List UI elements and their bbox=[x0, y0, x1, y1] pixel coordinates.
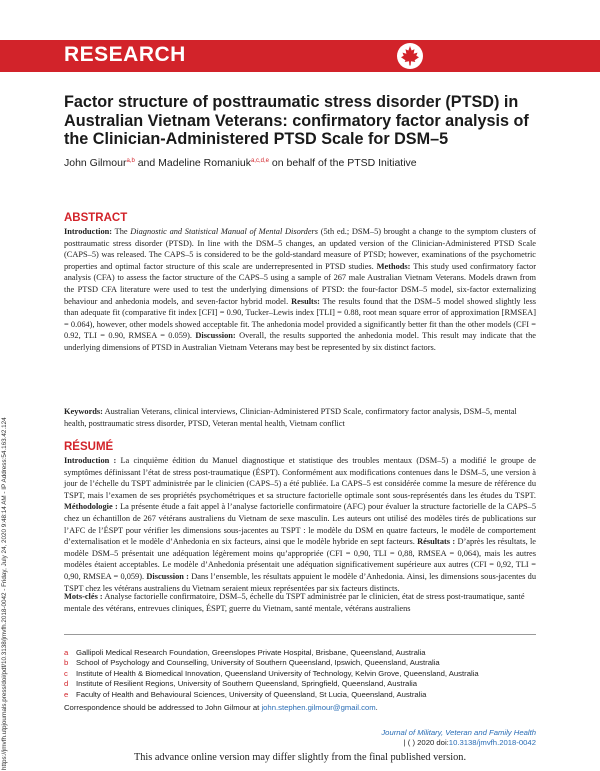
journal-citation bbox=[404, 738, 536, 747]
affiliations-list bbox=[64, 648, 536, 700]
maple-leaf-icon bbox=[396, 42, 424, 70]
affiliation-item bbox=[64, 669, 536, 679]
affiliation-marks: a,b bbox=[126, 158, 135, 164]
section-label: Introduction : bbox=[64, 456, 117, 465]
paragraph-text: La présente étude a fait appel à l’analyse factorielle confirmatoire (AFC) pour évaluer la structure factorielle de la CAPS–5 chez un échantillon de 267 vétérans australiens du Vietnam de sexe masculin. Les auteurs ont utilisé des modèles tirés de publications sur l’AFC de l’ÉSPT pour vérifier les dimensions sous-jacentes au TSPT : le modèle du DSM en quatre facteurs, le modèle de comportement d’externalisation et le modèle d’Anhedonia en six facteurs, ainsi que le modèle hybride en sept facteurs. bbox=[64, 502, 536, 547]
section-banner bbox=[0, 40, 600, 72]
section-label: Méthodologie : bbox=[64, 502, 118, 512]
affiliation-letter: e bbox=[64, 689, 69, 699]
resume-keywords bbox=[64, 591, 536, 614]
section-label: Introduction: bbox=[64, 227, 113, 236]
affiliation-letter: d bbox=[64, 679, 69, 689]
advance-online-note: This advance online version may differ slightly from the final published version. bbox=[133, 752, 467, 763]
doi-label: doi: bbox=[434, 738, 449, 747]
paragraph-text: Dans l’ensemble, les résultats appuient le modèle d’Anhedonia. Ainsi, les dimensions sous-jacentes du TSPT chez les vétérans australiens du Vietnam seraient mieux représentées par six facteurs distincts. bbox=[64, 571, 536, 593]
journal-name[interactable] bbox=[381, 728, 536, 738]
affiliation-item bbox=[64, 648, 536, 658]
correspondence-end: . bbox=[375, 703, 378, 712]
affiliation-text: Institute of Resilient Regions, University of Southern Queensland, Springfield, Queensland, Australia bbox=[76, 679, 418, 689]
affiliation-letter: a bbox=[64, 648, 69, 657]
affiliation-text: Faculty of Health and Behavioural Sciences, University of Queensland, St Lucia, Queensland, Australia bbox=[76, 689, 427, 699]
author-line bbox=[64, 157, 417, 169]
author-group: on behalf of the PTSD Initiative bbox=[268, 157, 417, 169]
affiliation-marks: a,c,d,e bbox=[250, 158, 269, 164]
correspondence-text: Correspondence should be addressed to John Gilmour at bbox=[64, 703, 262, 712]
doi-link[interactable]: 10.3138/jmvfh.2018-0042 bbox=[448, 738, 536, 747]
download-stamp: https://jmvfh.utpjournals.press/doi/pdf/10.3138/jmvfh.2018-0042 - Friday, July 24, 2020 9:48:14 AM - IP Address:54.163.42.124 bbox=[1, 417, 8, 770]
footnote-divider bbox=[64, 634, 536, 635]
author-name[interactable]: John Gilmour bbox=[64, 157, 127, 169]
affiliation-item bbox=[64, 658, 536, 668]
paragraph-text: Diagnostic and Statistical Manual of Mental Disorders bbox=[130, 227, 319, 236]
journal-year: 2020 bbox=[417, 738, 435, 747]
affiliation-text: Gallipoli Medical Research Foundation, Greenslopes Private Hospital, Brisbane, Queensland, Australia bbox=[76, 648, 426, 657]
affiliation-item bbox=[64, 690, 536, 700]
paragraph-text: This study used confirmatory factor analysis (CFA) to assess the factor structure of the CAPS–5 using a sample of 267 male Australian Vietnam Veterans. Models drawn from the PTSD CFA literature were used to test the underlying dimensions of PTSD: the four-factor DSM–5 model, six-factor externalizing behaviour and anhedonia models, and seven-factor hybrid model. bbox=[64, 261, 536, 306]
section-label: Results: bbox=[291, 296, 320, 306]
resume-heading: RÉSUMÉ bbox=[64, 441, 114, 453]
affiliation-text: School of Psychology and Counselling, University of Southern Queensland, Ipswich, Queensland, Australia bbox=[76, 658, 440, 668]
paragraph-text: La cinquième édition du Manuel diagnostique et statistique des troubles mentaux (DSM–5) a modifié le groupe de symptômes définissant l’état de stress post-traumatique (ÉSPT). Conformément aux modifications contenues dans le DSM–5, une version à jour de l’échelle du TSPT administrée par le clinicien (CAPS–5) a été publiée. La CAPS–5 est considérée comme la mesure de référence du TSPT, mais l’examen de ses propriétés psychométriques et sa structure factorielle optimale sont sous-représentés dans les études du TSPT. bbox=[64, 456, 536, 500]
keywords-list: Analyse factorielle confirmatoire, DSM–5, échelle du TSPT administrée par le clinicien, état de stress post-traumatique, santé mentale des vétérans, entrevues cliniques, ÉSPT, guerre du Vietnam, santé mentale, vétérans australiens bbox=[64, 592, 525, 613]
affiliation-item bbox=[64, 679, 536, 689]
correspondence-note bbox=[64, 703, 378, 712]
author-name[interactable]: and Madeline Romaniuk bbox=[134, 157, 251, 169]
article-title: Factor structure of posttraumatic stress disorder (PTSD) in Australian Vietnam Veterans: confirmatory factor analysis of the Clinician-Administered PTSD Scale for DSM–5 bbox=[64, 93, 529, 148]
affiliation-letter: c bbox=[64, 668, 68, 678]
keywords-label: Mots-clés : bbox=[64, 592, 103, 601]
paragraph-text: (5th ed.; DSM–5) brought a change to the symptom clusters of posttraumatic stress disorder (PTSD). In line with the DSM–5 changes, an updated version of the Clinician-Administered PTSD Scale (CAPS–5) was released. The CAPS–5 is considered to be the gold-standard measure of PTSD; however, examinations of the psychometric properties and optimal factor structure of this scale are underrepresented in PTSD studies. bbox=[64, 227, 536, 271]
abstract-body bbox=[64, 226, 536, 354]
section-label: Discussion: bbox=[195, 331, 236, 341]
section-label: RESEARCH bbox=[64, 43, 186, 66]
correspondence-email-link[interactable]: john.stephen.gilmour@gmail.com bbox=[261, 703, 376, 712]
keywords-list: Australian Veterans, clinical interviews, Clinician-Administered PTSD Scale, confirmatory factor analysis, DSM–5, mental health, posttraumatic stress disorder, PTSD, Veteran mental health, Vietnam conflict bbox=[64, 407, 517, 428]
affiliation-text: Institute of Health & Biomedical Innovation, Queensland University of Technology, Kelvin Grove, Queensland, Australia bbox=[76, 668, 479, 678]
section-label: Methods: bbox=[376, 261, 411, 271]
resume-body bbox=[64, 455, 536, 594]
section-label: Résultats : bbox=[417, 537, 456, 547]
section-label: Discussion : bbox=[146, 571, 189, 581]
paragraph-text: D’après les résultats, le modèle DSM–5 présentait une adéquation légèrement moins qu’appropriée (CFI = 0,90, TLI = 0,88, RMSEA = 0,064), mais les autres modèles étaient acceptables. Le modèle d’Anhedonia présentait une adéquation significativement supérieure aux autres (CFI = 0,92, TLI = 0,90, RMSEA = 0,059). bbox=[64, 537, 537, 581]
abstract-keywords bbox=[64, 406, 536, 429]
issue-marker: | ( ) bbox=[403, 738, 418, 747]
paragraph-text: The bbox=[112, 227, 131, 236]
journal-name-line: Journal of Military, Veteran and Family Health bbox=[381, 728, 536, 737]
keywords-label: Keywords: bbox=[64, 407, 103, 416]
paragraph-text: Overall, the results supported the anhedonia model. This result may indicate that the underlying dimensions of PTSD in Australian Vietnam Veterans may best be represented by six distinct factors. bbox=[64, 331, 536, 352]
paragraph-text: The results found that the DSM–5 model showed slightly less than adequate fit (comparative fit index [CFI] = 0.90, Tucker–Lewis index [TLI] = 0.88, root mean square error of approximation [RMSEA] = 0.064), however, other models showed acceptable fit. The anhedonia model provided a significantly better fit than the other models (CFI = 0.92, TLI = 0.90, RMSEA = 0.059). bbox=[64, 296, 537, 341]
affiliation-letter: b bbox=[64, 658, 69, 668]
abstract-heading: ABSTRACT bbox=[64, 212, 128, 224]
